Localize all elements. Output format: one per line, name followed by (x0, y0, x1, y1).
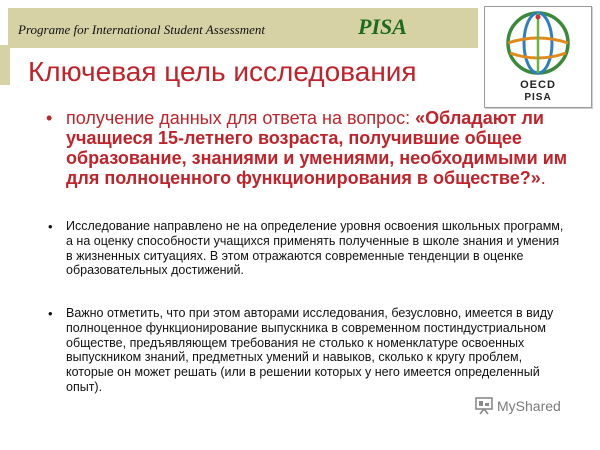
slide-title: Ключевая цель исследования (28, 56, 417, 87)
myshared-presentation-icon (474, 397, 494, 415)
watermark-text: MyShared (497, 398, 561, 414)
bullet-marker: • (48, 219, 53, 234)
oecd-pisa-globe-icon (485, 7, 591, 77)
logo-text-oecd: OECD (520, 79, 556, 91)
bullet-item-2: Исследование направлено не на определение уровня освоения школьных программ, а на оценку способности учащихся применять полученные в школе знания и умения в жизненных ситуациях. В этом отражаются современные тенденции в оценке образовательных достижений. (66, 219, 564, 278)
pisa-title: PISA (358, 14, 407, 39)
oecd-pisa-logo (484, 6, 592, 108)
bullet-1-end: . (540, 168, 546, 188)
bullet-1-lead: получение данных для ответа на вопрос: (66, 108, 411, 128)
myshared-watermark (474, 396, 561, 416)
program-name: Programe for International Student Assessment (18, 22, 265, 37)
bullet-1-question: «Обладают ли учащиеся 15-летнего возраста, получившие общее образование, знаниями и умениями, необходимыми им для полноценного функционирования в обществе?» (66, 108, 568, 188)
bullet-item-3: Важно отметить, что при этом авторами исследования, безусловно, имеется в виду полноценное функционирование выпускника в современном постиндустриальном обществе, предъявляющем требования не столько к номенклатуре освоенных выпускником знаний, предметных умений и навыков, сколько к кругу проблем, которые он может решать (или в решении которых у него имеется определенный опыт). (66, 306, 554, 394)
header-ribbon (0, 45, 10, 85)
logo-text-pisa: PISA (524, 92, 552, 103)
bullet-item-1 (66, 108, 578, 188)
bullet-marker: • (46, 108, 53, 128)
bullet-marker: • (48, 306, 53, 321)
